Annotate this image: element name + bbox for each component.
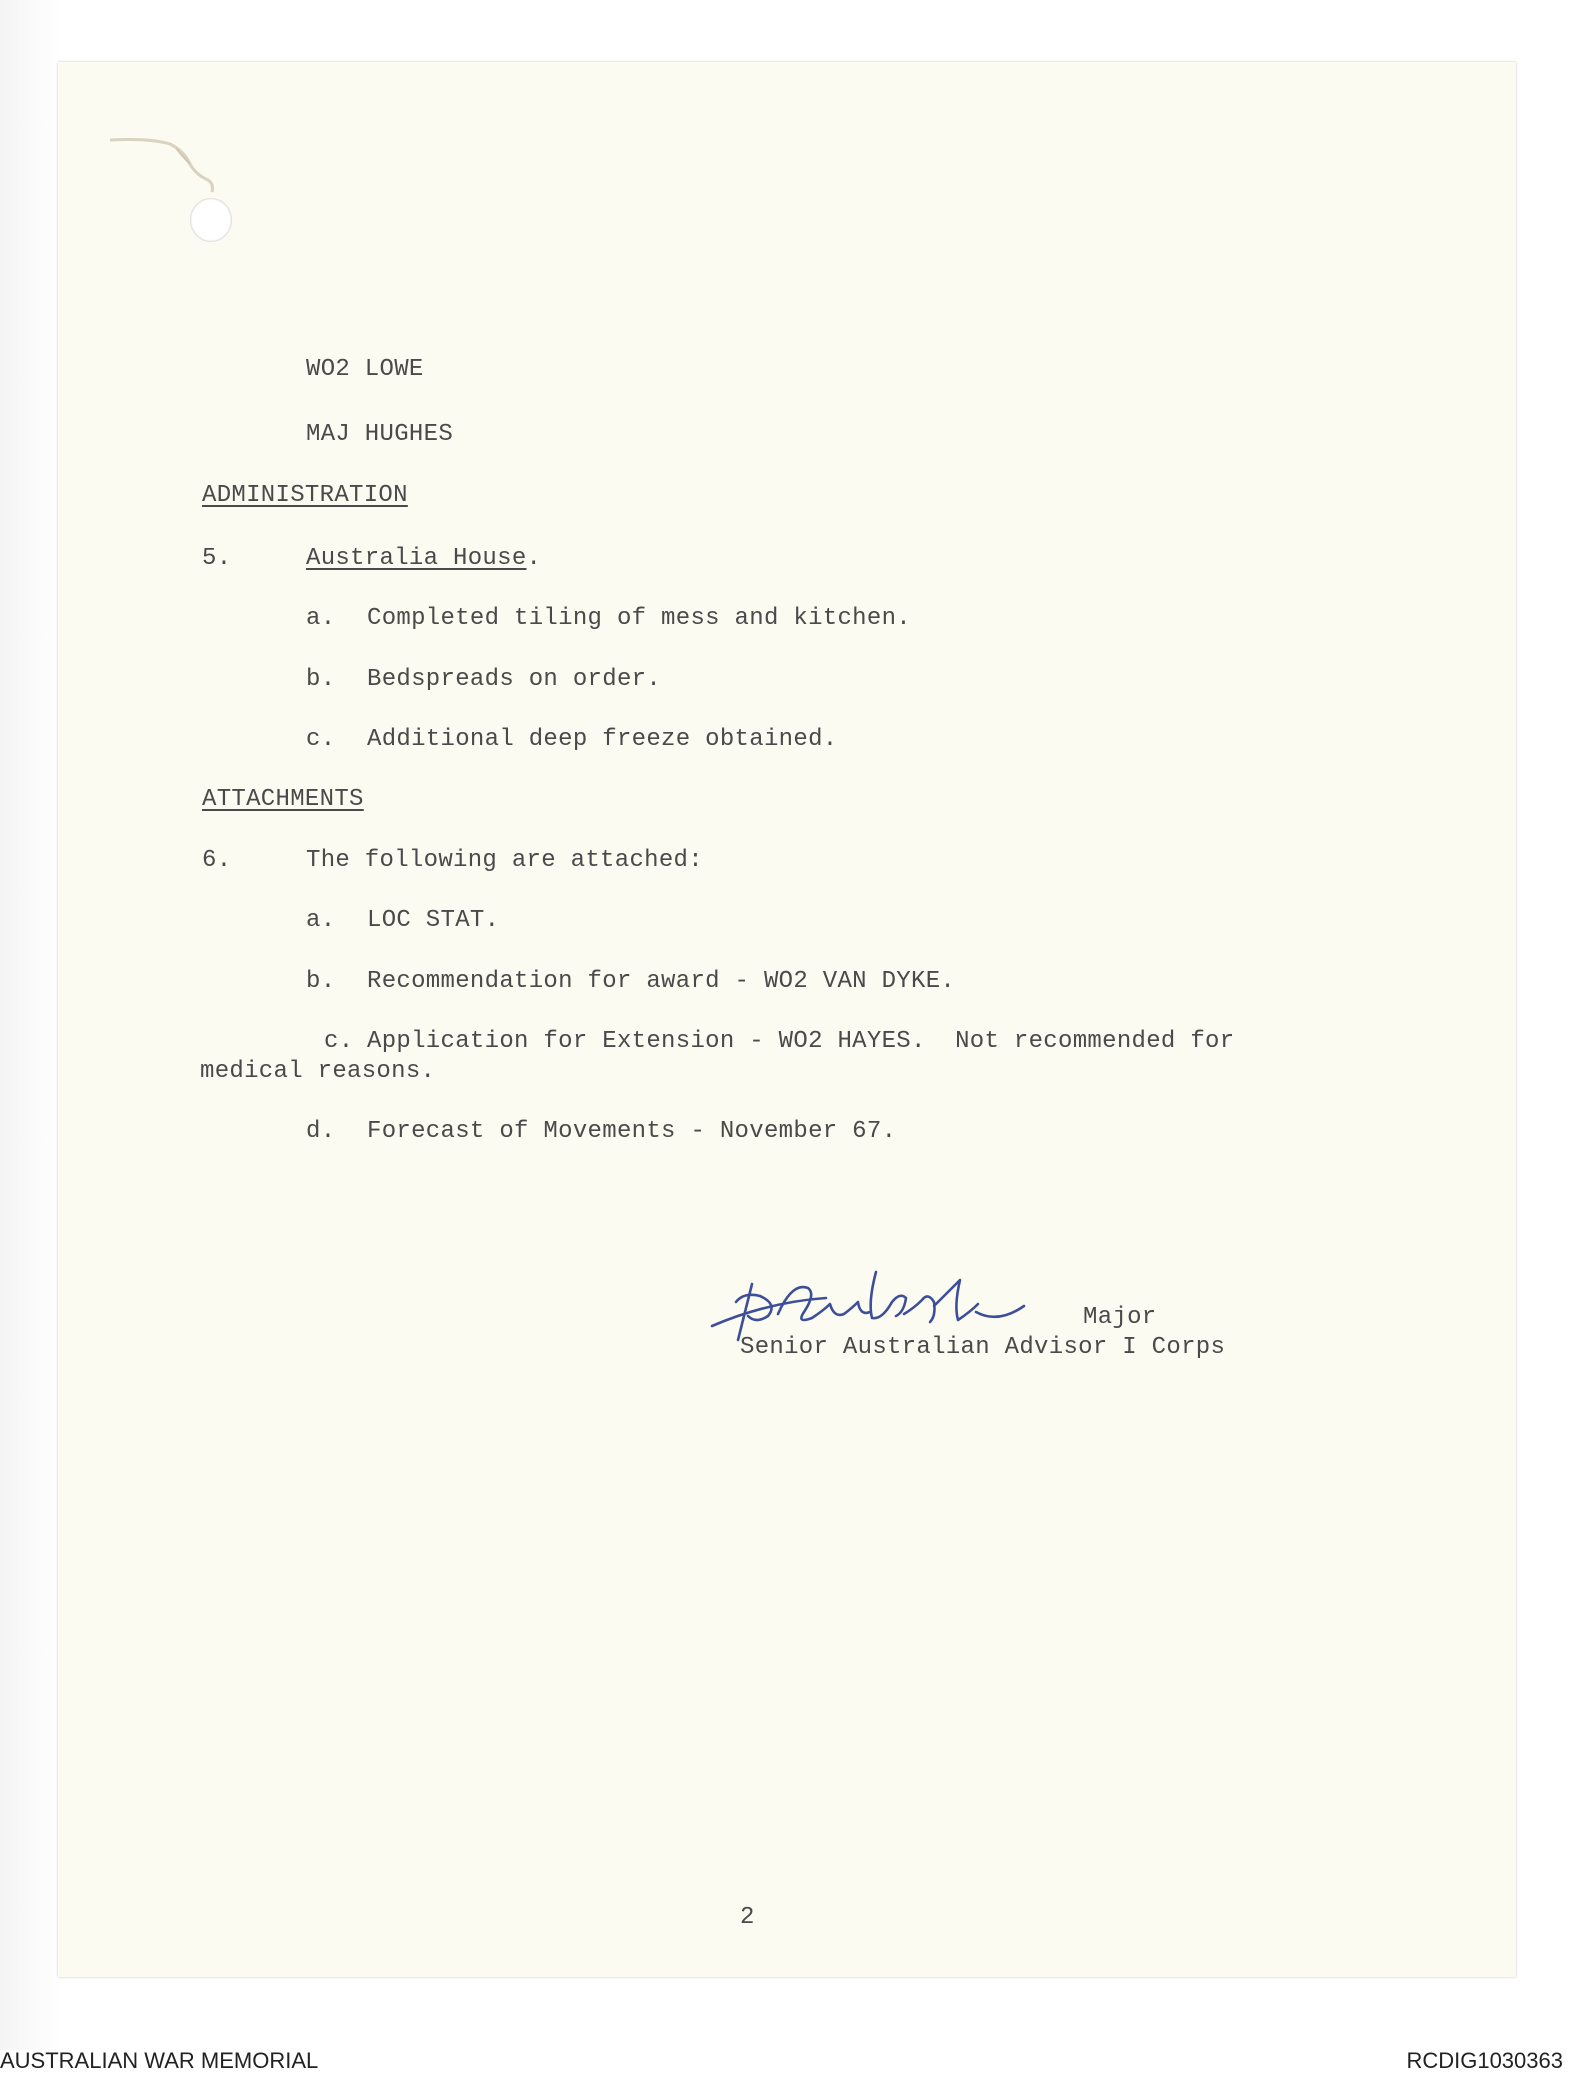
attach-sub-d-text: Forecast of Movements - November 67. (367, 1118, 897, 1145)
distribution-line-maj-hughes: MAJ HUGHES (306, 421, 454, 448)
attach-sub-a-text: LOC STAT. (367, 907, 500, 934)
administration-heading: ADMINISTRATION (202, 482, 408, 509)
document-page (58, 62, 1516, 1977)
admin-sub-a-text: Completed tiling of mess and kitchen. (367, 605, 911, 632)
distribution-line-wo2-lowe: WO2 LOWE (306, 356, 424, 383)
footer-archive-name: AUSTRALIAN WAR MEMORIAL (0, 2048, 319, 2073)
paper-tear-mark (110, 130, 230, 200)
attach-sub-c-letter: c. (324, 1028, 354, 1055)
page-number: 2 (740, 1904, 755, 1931)
attach-sub-b-letter: b. (306, 968, 336, 995)
admin-sub-a-letter: a. (306, 605, 336, 632)
signature-rank: Major (1083, 1304, 1157, 1331)
attach-sub-d-letter: d. (306, 1118, 336, 1145)
item-5-title: Australia House (306, 545, 527, 572)
attach-sub-c-text-line1: Application for Extension - WO2 HAYES. Not recommended for (367, 1028, 1235, 1055)
admin-sub-b-letter: b. (306, 666, 336, 693)
signature-title: Senior Australian Advisor I Corps (740, 1334, 1226, 1361)
attach-sub-a-letter: a. (306, 907, 336, 934)
item-5-title-suffix: . (526, 545, 542, 572)
attach-sub-c-text-line2: medical reasons. (200, 1058, 436, 1085)
item-6-text: The following are attached: (306, 847, 703, 874)
attach-sub-b-text: Recommendation for award - WO2 VAN DYKE. (367, 968, 956, 995)
admin-sub-c-letter: c. (306, 726, 336, 753)
footer-record-id: RCDIG1030363 (1406, 2048, 1563, 2073)
punch-hole (190, 198, 232, 242)
item-5-title-line (306, 545, 541, 573)
admin-sub-b-text: Bedspreads on order. (367, 666, 662, 693)
scan-edge-strip (0, 0, 62, 2050)
admin-sub-c-text: Additional deep freeze obtained. (367, 726, 838, 753)
item-5-number: 5. (202, 545, 232, 572)
attachments-heading: ATTACHMENTS (202, 786, 364, 813)
item-6-number: 6. (202, 847, 232, 874)
